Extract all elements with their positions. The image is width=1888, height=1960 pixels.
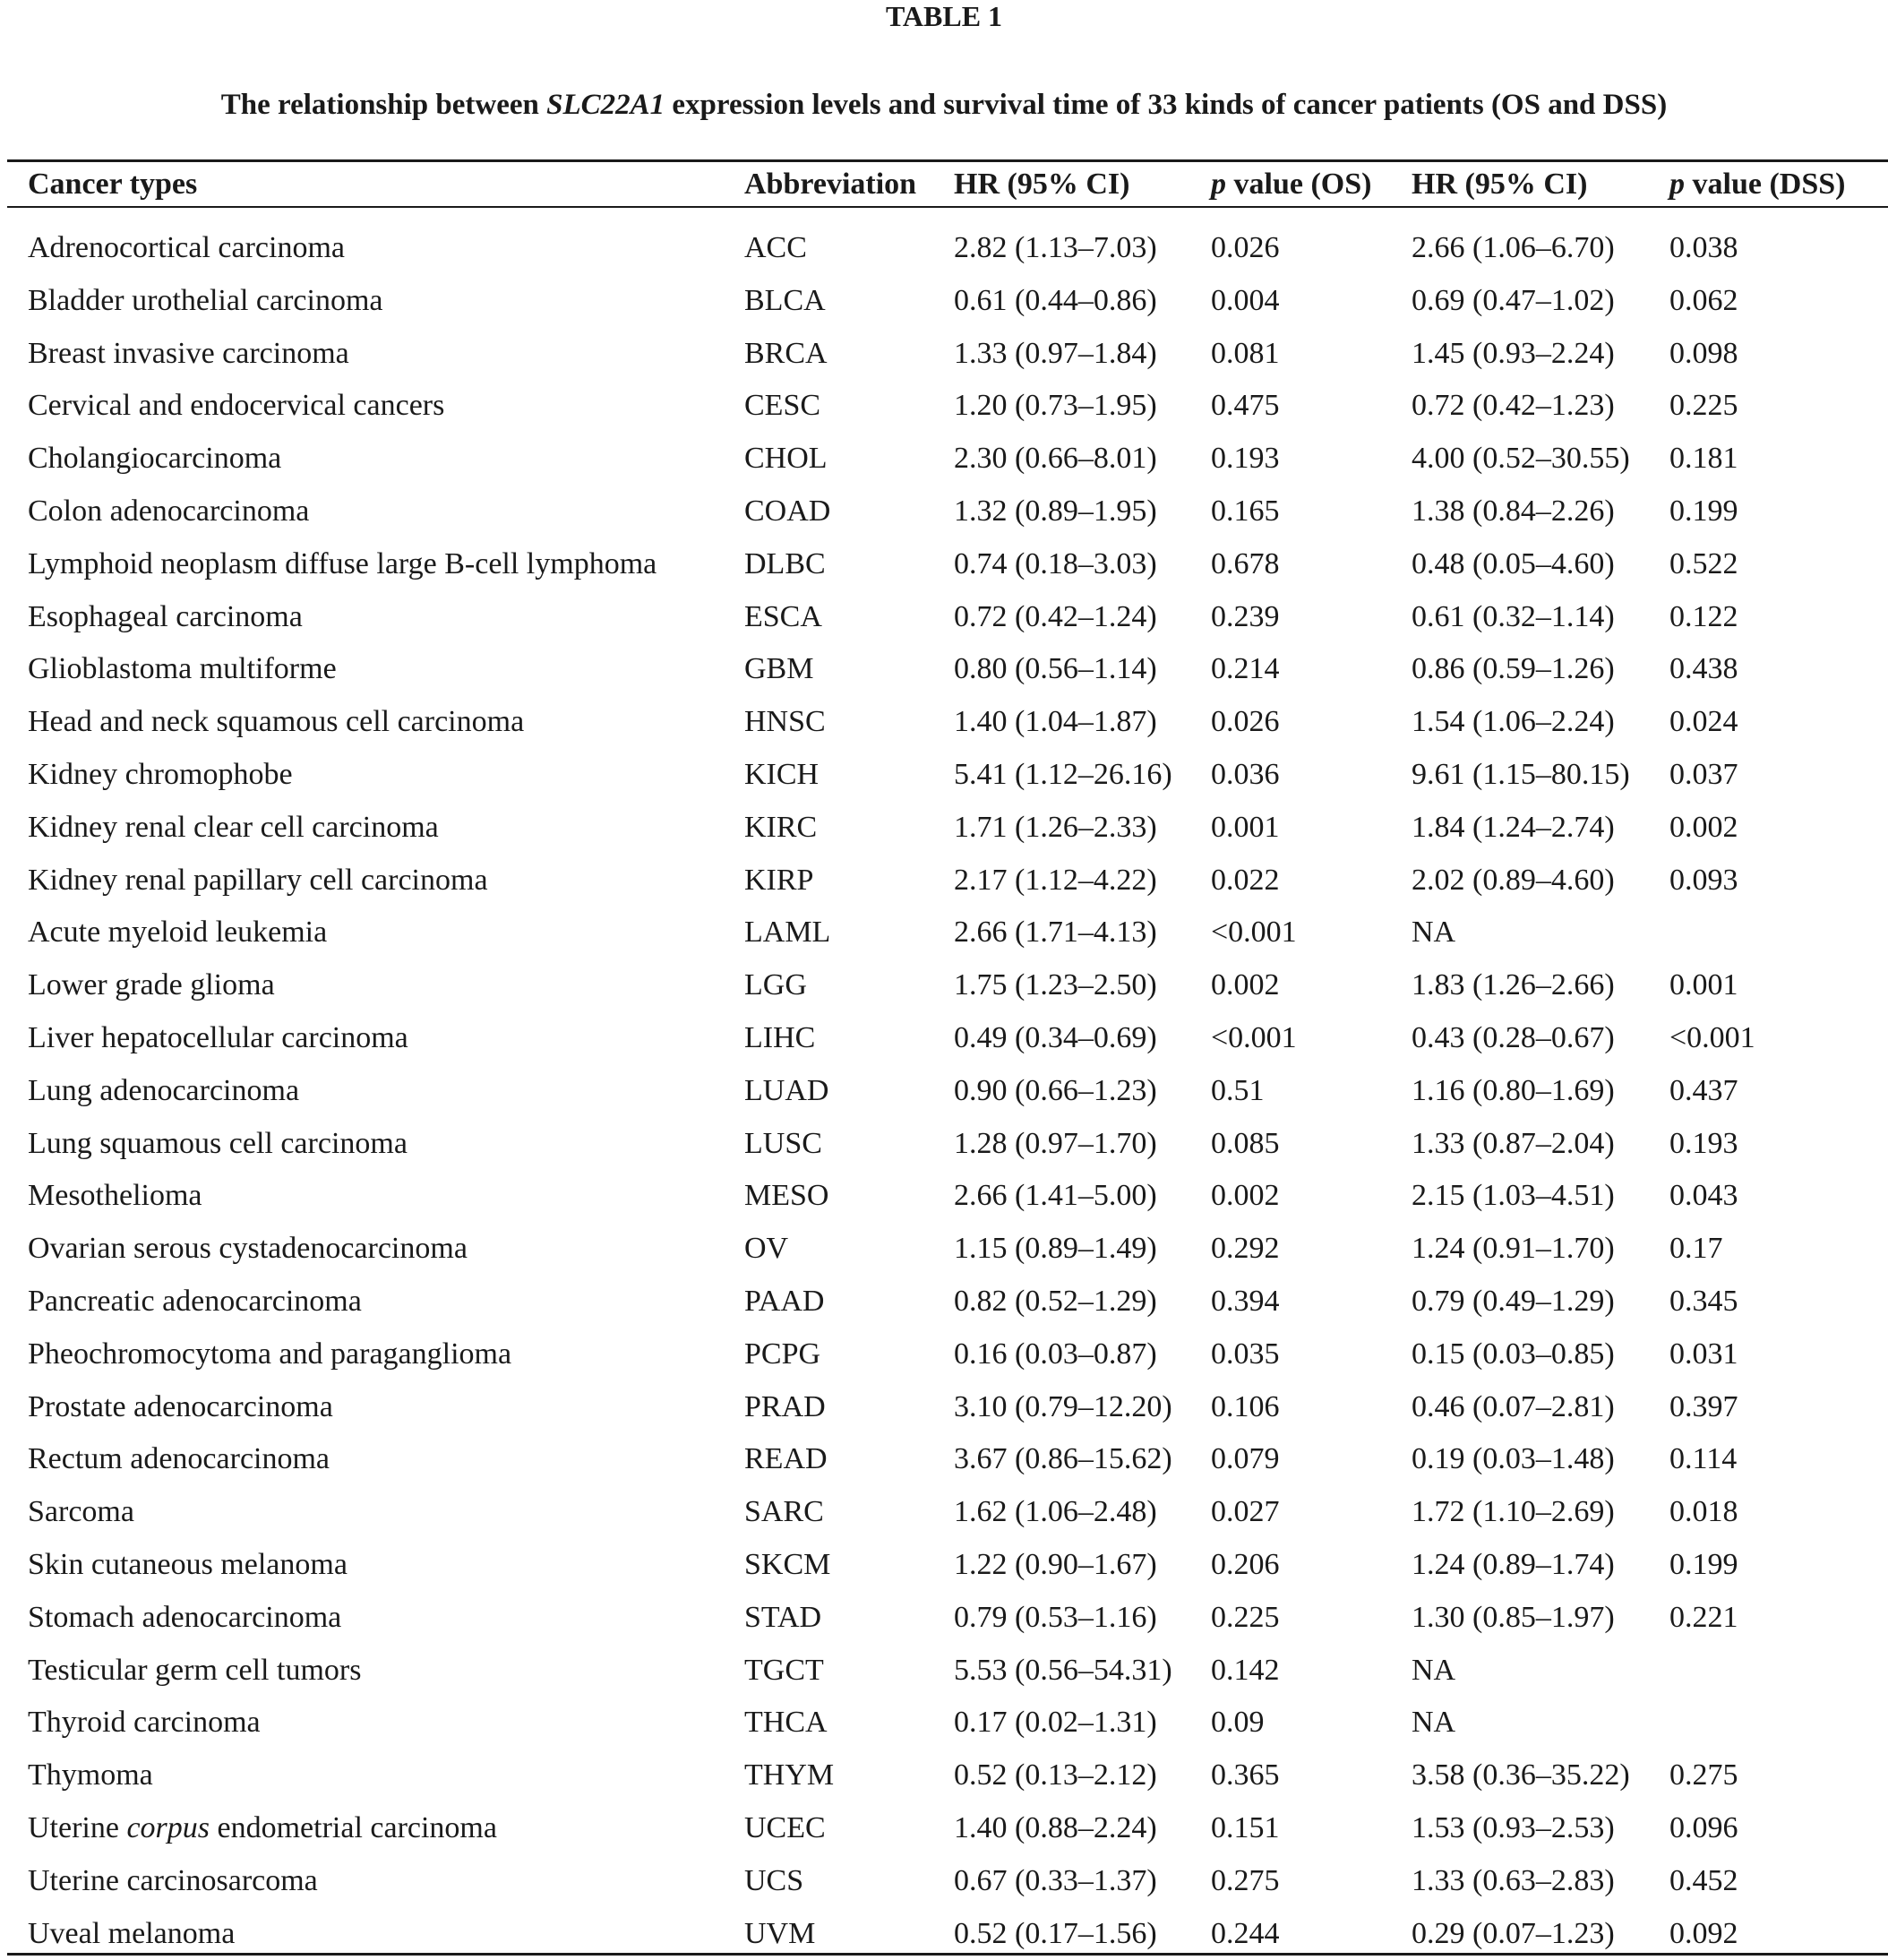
cell-p-value-os: 0.085 xyxy=(1211,1126,1280,1160)
cell-hr-dss: 1.24 (0.91–1.70) xyxy=(1412,1232,1615,1266)
cell-cancer-type: Acute myeloid leukemia xyxy=(28,916,328,950)
cell-hr-os: 0.52 (0.17–1.56) xyxy=(954,1916,1157,1950)
cell-p-value-os: 0.027 xyxy=(1211,1495,1280,1529)
cell-p-value-os: 0.106 xyxy=(1211,1389,1280,1423)
table-row xyxy=(0,643,1888,696)
cell-hr-os: 1.28 (0.97–1.70) xyxy=(954,1126,1157,1160)
cell-p-value-os: 0.142 xyxy=(1211,1653,1280,1687)
cell-p-value-os: 0.001 xyxy=(1211,810,1280,844)
cell-cancer-type: Head and neck squamous cell carcinoma xyxy=(28,705,525,739)
cell-cancer-type: Cervical and endocervical cancers xyxy=(28,389,445,423)
table-row xyxy=(0,1697,1888,1749)
cell-hr-dss: 4.00 (0.52–30.55) xyxy=(1412,442,1630,476)
cell-p-value-dss: 0.122 xyxy=(1669,599,1738,633)
cell-p-value-os: 0.026 xyxy=(1211,231,1280,264)
cell-hr-os: 1.40 (0.88–2.24) xyxy=(954,1810,1157,1844)
table-top-rule xyxy=(7,159,1888,162)
cell-abbreviation: PRAD xyxy=(744,1389,826,1423)
table-row xyxy=(0,1223,1888,1276)
cancer-name-part: endometrial carcinoma xyxy=(210,1810,497,1844)
table-row xyxy=(0,1433,1888,1486)
cell-cancer-type: Colon adenocarcinoma xyxy=(28,494,310,528)
cell-p-value-os: 0.002 xyxy=(1211,968,1280,1002)
cell-hr-os: 0.16 (0.03–0.87) xyxy=(954,1337,1157,1371)
cell-abbreviation: PCPG xyxy=(744,1337,821,1371)
cell-p-value-dss: 0.452 xyxy=(1669,1863,1738,1897)
cell-cancer-type: Skin cutaneous melanoma xyxy=(28,1547,348,1581)
cell-p-value-os: 0.239 xyxy=(1211,599,1280,633)
cell-p-value-os: 0.079 xyxy=(1211,1442,1280,1476)
cell-hr-os: 0.90 (0.66–1.23) xyxy=(954,1073,1157,1107)
table-row xyxy=(0,380,1888,433)
cell-cancer-type: Testicular germ cell tumors xyxy=(28,1653,362,1687)
cell-hr-os: 2.82 (1.13–7.03) xyxy=(954,231,1157,264)
cell-abbreviation: HNSC xyxy=(744,705,826,739)
cell-hr-dss: 0.15 (0.03–0.85) xyxy=(1412,1337,1615,1371)
table-row xyxy=(0,1170,1888,1223)
cell-p-value-dss: 0.199 xyxy=(1669,1547,1738,1581)
cell-p-value-os: 0.394 xyxy=(1211,1284,1280,1318)
cell-abbreviation: COAD xyxy=(744,494,831,528)
table-row xyxy=(0,1802,1888,1855)
cell-abbreviation: MESO xyxy=(744,1179,829,1213)
cell-hr-os: 0.82 (0.52–1.29) xyxy=(954,1284,1157,1318)
cell-cancer-type: Glioblastoma multiforme xyxy=(28,652,337,686)
cell-hr-dss: 1.72 (1.10–2.69) xyxy=(1412,1495,1615,1529)
cell-abbreviation: DLBC xyxy=(744,546,826,580)
cell-abbreviation: LIHC xyxy=(744,1020,816,1054)
cell-hr-os: 0.52 (0.13–2.12) xyxy=(954,1758,1157,1792)
table-row xyxy=(0,328,1888,381)
cell-cancer-type: Kidney renal clear cell carcinoma xyxy=(28,810,439,844)
cell-hr-dss: 0.79 (0.49–1.29) xyxy=(1412,1284,1615,1318)
cell-p-value-os: <0.001 xyxy=(1211,916,1297,950)
cell-hr-dss: NA xyxy=(1412,1653,1456,1687)
cell-abbreviation: CESC xyxy=(744,389,821,423)
table-row xyxy=(0,802,1888,855)
table-row xyxy=(0,1645,1888,1698)
cell-hr-dss: 1.30 (0.85–1.97) xyxy=(1412,1600,1615,1634)
cell-hr-dss: 1.16 (0.80–1.69) xyxy=(1412,1073,1615,1107)
cell-hr-os: 0.49 (0.34–0.69) xyxy=(954,1020,1157,1054)
cell-p-value-os: 0.678 xyxy=(1211,546,1280,580)
table-row xyxy=(0,1012,1888,1065)
cell-p-value-os: 0.151 xyxy=(1211,1810,1280,1844)
cell-p-value-os: 0.475 xyxy=(1211,389,1280,423)
cell-abbreviation: LUAD xyxy=(744,1073,829,1107)
cell-abbreviation: KIRC xyxy=(744,810,818,844)
cell-hr-os: 2.66 (1.71–4.13) xyxy=(954,916,1157,950)
cell-cancer-type xyxy=(28,1802,497,1855)
cell-cancer-type: Liver hepatocellular carcinoma xyxy=(28,1020,408,1054)
cell-abbreviation: SARC xyxy=(744,1495,824,1529)
cancer-name-italic: corpus xyxy=(126,1810,210,1844)
cell-abbreviation: KICH xyxy=(744,757,820,791)
cell-cancer-type: Kidney renal papillary cell carcinoma xyxy=(28,863,488,897)
table-body xyxy=(0,222,1888,1960)
cell-hr-os: 5.53 (0.56–54.31) xyxy=(954,1653,1172,1687)
table-row xyxy=(0,1328,1888,1381)
cell-p-value-dss: 0.17 xyxy=(1669,1232,1723,1266)
cell-hr-os: 2.30 (0.66–8.01) xyxy=(954,442,1157,476)
cell-hr-dss: 1.33 (0.63–2.83) xyxy=(1412,1863,1615,1897)
cell-abbreviation: LGG xyxy=(744,968,807,1002)
header-p-os-symbol: p xyxy=(1211,168,1226,201)
cell-p-value-os: 0.022 xyxy=(1211,863,1280,897)
cell-p-value-os: 0.51 xyxy=(1211,1073,1265,1107)
table-row xyxy=(0,696,1888,749)
table-row xyxy=(0,1486,1888,1539)
cell-p-value-dss: 0.098 xyxy=(1669,336,1738,370)
cell-hr-os: 1.15 (0.89–1.49) xyxy=(954,1232,1157,1266)
cell-abbreviation: UCS xyxy=(744,1863,804,1897)
cell-p-value-os: 0.193 xyxy=(1211,442,1280,476)
table-row xyxy=(0,1749,1888,1802)
cell-abbreviation: THYM xyxy=(744,1758,835,1792)
cell-abbreviation: ESCA xyxy=(744,599,822,633)
cell-cancer-type: Sarcoma xyxy=(28,1495,134,1529)
cell-p-value-dss: 0.221 xyxy=(1669,1600,1738,1634)
cell-abbreviation: TGCT xyxy=(744,1653,824,1687)
cell-hr-dss: 0.29 (0.07–1.23) xyxy=(1412,1916,1615,1950)
cell-hr-dss: 1.33 (0.87–2.04) xyxy=(1412,1126,1615,1160)
cell-p-value-os: 0.244 xyxy=(1211,1916,1280,1950)
table-header-rule xyxy=(7,206,1888,208)
cell-abbreviation: LUSC xyxy=(744,1126,822,1160)
cell-hr-dss: 3.58 (0.36–35.22) xyxy=(1412,1758,1630,1792)
cell-cancer-type: Uveal melanoma xyxy=(28,1916,236,1950)
cell-hr-os: 0.72 (0.42–1.24) xyxy=(954,599,1157,633)
cell-hr-os: 1.32 (0.89–1.95) xyxy=(954,494,1157,528)
table-row xyxy=(0,959,1888,1012)
cell-hr-dss: 0.69 (0.47–1.02) xyxy=(1412,283,1615,317)
table-header-row xyxy=(0,165,1888,204)
cell-cancer-type: Pancreatic adenocarcinoma xyxy=(28,1284,362,1318)
cell-hr-dss: 0.46 (0.07–2.81) xyxy=(1412,1389,1615,1423)
cell-p-value-os: 0.09 xyxy=(1211,1706,1265,1740)
cell-hr-os: 3.10 (0.79–12.20) xyxy=(954,1389,1172,1423)
cell-abbreviation: SKCM xyxy=(744,1547,831,1581)
cell-hr-dss: 2.66 (1.06–6.70) xyxy=(1412,231,1615,264)
cell-p-value-dss: 0.114 xyxy=(1669,1442,1738,1476)
cell-abbreviation: CHOL xyxy=(744,442,828,476)
table-row xyxy=(0,1276,1888,1328)
cell-abbreviation: LAML xyxy=(744,916,831,950)
cell-hr-dss: 2.02 (0.89–4.60) xyxy=(1412,863,1615,897)
cell-cancer-type: Prostate adenocarcinoma xyxy=(28,1389,333,1423)
cell-hr-os: 1.62 (1.06–2.48) xyxy=(954,1495,1157,1529)
cell-abbreviation: STAD xyxy=(744,1600,822,1634)
cell-cancer-type: Adrenocortical carcinoma xyxy=(28,231,345,264)
cell-abbreviation: UVM xyxy=(744,1916,816,1950)
cell-hr-os: 0.79 (0.53–1.16) xyxy=(954,1600,1157,1634)
cell-p-value-os: 0.165 xyxy=(1211,494,1280,528)
cell-p-value-dss: 0.001 xyxy=(1669,968,1738,1002)
cell-hr-os: 1.40 (1.04–1.87) xyxy=(954,705,1157,739)
table-row xyxy=(0,275,1888,328)
cell-p-value-dss: 0.093 xyxy=(1669,863,1738,897)
caption-suffix: expression levels and survival time of 33 kinds of cancer patients (OS and DSS) xyxy=(665,89,1668,121)
cell-p-value-os: 0.275 xyxy=(1211,1863,1280,1897)
cell-p-value-dss: 0.225 xyxy=(1669,389,1738,423)
cell-p-value-dss: 0.199 xyxy=(1669,494,1738,528)
cell-hr-dss: 0.86 (0.59–1.26) xyxy=(1412,652,1615,686)
cell-hr-os: 0.67 (0.33–1.37) xyxy=(954,1863,1157,1897)
table-bottom-rule xyxy=(7,1953,1888,1956)
cell-p-value-os: 0.214 xyxy=(1211,652,1280,686)
table-row xyxy=(0,1118,1888,1171)
cell-p-value-dss: 0.345 xyxy=(1669,1284,1738,1318)
cell-p-value-os: 0.002 xyxy=(1211,1179,1280,1213)
cell-p-value-dss: 0.193 xyxy=(1669,1126,1738,1160)
cell-abbreviation: OV xyxy=(744,1232,789,1266)
cell-p-value-dss: 0.037 xyxy=(1669,757,1738,791)
cell-p-value-dss: 0.092 xyxy=(1669,1916,1738,1950)
cell-p-value-os: 0.292 xyxy=(1211,1232,1280,1266)
cell-abbreviation: READ xyxy=(744,1442,828,1476)
cell-p-value-dss: 0.522 xyxy=(1669,546,1738,580)
cancer-name-part: Uterine xyxy=(28,1810,127,1844)
cell-p-value-os: 0.036 xyxy=(1211,757,1280,791)
cell-hr-os: 5.41 (1.12–26.16) xyxy=(954,757,1172,791)
cell-hr-dss: 1.53 (0.93–2.53) xyxy=(1412,1810,1615,1844)
cell-abbreviation: UCEC xyxy=(744,1810,826,1844)
header-hr-os: HR (95% CI) xyxy=(954,168,1130,201)
cell-cancer-type: Ovarian serous cystadenocarcinoma xyxy=(28,1232,468,1266)
cell-p-value-os: 0.026 xyxy=(1211,705,1280,739)
cell-p-value-os: 0.081 xyxy=(1211,336,1280,370)
cell-cancer-type: Bladder urothelial carcinoma xyxy=(28,283,383,317)
cell-hr-dss: 0.43 (0.28–0.67) xyxy=(1412,1020,1615,1054)
cell-cancer-type: Lower grade glioma xyxy=(28,968,275,1002)
cell-p-value-os: 0.225 xyxy=(1211,1600,1280,1634)
header-p-os-label: value (OS) xyxy=(1226,168,1372,201)
cell-p-value-dss: 0.062 xyxy=(1669,283,1738,317)
cell-hr-dss: 1.24 (0.89–1.74) xyxy=(1412,1547,1615,1581)
cell-hr-os: 1.20 (0.73–1.95) xyxy=(954,389,1157,423)
cell-p-value-dss: 0.096 xyxy=(1669,1810,1738,1844)
cell-p-value-dss: 0.043 xyxy=(1669,1179,1738,1213)
table-row xyxy=(0,855,1888,907)
cell-hr-dss: 1.45 (0.93–2.24) xyxy=(1412,336,1615,370)
header-hr-dss: HR (95% CI) xyxy=(1412,168,1588,201)
cell-p-value-dss: 0.275 xyxy=(1669,1758,1738,1792)
caption-prefix: The relationship between xyxy=(220,89,547,121)
cell-p-value-os: 0.004 xyxy=(1211,283,1280,317)
cell-cancer-type: Cholangiocarcinoma xyxy=(28,442,282,476)
header-p-dss-label: value (DSS) xyxy=(1685,168,1846,201)
table-row xyxy=(0,907,1888,959)
caption-gene: SLC22A1 xyxy=(546,89,665,121)
cell-p-value-dss: 0.438 xyxy=(1669,652,1738,686)
table-row xyxy=(0,591,1888,644)
cell-p-value-os: 0.035 xyxy=(1211,1337,1280,1371)
header-p-value-os xyxy=(1211,165,1371,204)
cell-hr-os: 0.80 (0.56–1.14) xyxy=(954,652,1157,686)
table-row xyxy=(0,1592,1888,1645)
cell-cancer-type: Kidney chromophobe xyxy=(28,757,293,791)
cell-abbreviation: BLCA xyxy=(744,283,826,317)
table-row xyxy=(0,1065,1888,1118)
header-abbreviation: Abbreviation xyxy=(744,168,917,201)
cell-cancer-type: Stomach adenocarcinoma xyxy=(28,1600,342,1634)
cell-p-value-os: 0.206 xyxy=(1211,1547,1280,1581)
table-row xyxy=(0,538,1888,591)
cell-p-value-dss: 0.024 xyxy=(1669,705,1738,739)
cell-hr-os: 0.17 (0.02–1.31) xyxy=(954,1706,1157,1740)
cell-p-value-dss: 0.038 xyxy=(1669,231,1738,264)
cell-hr-dss: NA xyxy=(1412,916,1456,950)
table-label: TABLE 1 xyxy=(885,0,1003,32)
cell-abbreviation: KIRP xyxy=(744,863,814,897)
header-p-dss-symbol: p xyxy=(1669,168,1685,201)
cell-hr-dss: 1.83 (1.26–2.66) xyxy=(1412,968,1615,1002)
cell-hr-dss: 0.61 (0.32–1.14) xyxy=(1412,599,1615,633)
table-row xyxy=(0,749,1888,802)
cell-hr-os: 2.66 (1.41–5.00) xyxy=(954,1179,1157,1213)
cell-hr-os: 3.67 (0.86–15.62) xyxy=(954,1442,1172,1476)
table-row xyxy=(0,222,1888,275)
cell-cancer-type: Thyroid carcinoma xyxy=(28,1706,261,1740)
cell-abbreviation: GBM xyxy=(744,652,814,686)
cell-p-value-dss: 0.437 xyxy=(1669,1073,1738,1107)
cell-p-value-dss: <0.001 xyxy=(1669,1020,1755,1054)
cell-hr-dss: 0.48 (0.05–4.60) xyxy=(1412,546,1615,580)
cell-p-value-os: <0.001 xyxy=(1211,1020,1297,1054)
cell-hr-dss: 0.19 (0.03–1.48) xyxy=(1412,1442,1615,1476)
cell-cancer-type: Breast invasive carcinoma xyxy=(28,336,349,370)
cell-hr-dss: 1.54 (1.06–2.24) xyxy=(1412,705,1615,739)
cell-cancer-type: Lung adenocarcinoma xyxy=(28,1073,300,1107)
cell-p-value-dss: 0.002 xyxy=(1669,810,1738,844)
cell-hr-os: 0.74 (0.18–3.03) xyxy=(954,546,1157,580)
table-row xyxy=(0,1855,1888,1908)
table-row xyxy=(0,1539,1888,1592)
cell-hr-dss: 9.61 (1.15–80.15) xyxy=(1412,757,1630,791)
cell-hr-os: 1.75 (1.23–2.50) xyxy=(954,968,1157,1002)
table-row xyxy=(0,486,1888,538)
table-row xyxy=(0,433,1888,486)
cell-p-value-dss: 0.397 xyxy=(1669,1389,1738,1423)
cell-hr-dss: 0.72 (0.42–1.23) xyxy=(1412,389,1615,423)
cell-cancer-type: Esophageal carcinoma xyxy=(28,599,303,633)
cell-hr-dss: 2.15 (1.03–4.51) xyxy=(1412,1179,1615,1213)
cell-cancer-type: Lymphoid neoplasm diffuse large B-cell lymphoma xyxy=(28,546,657,580)
cell-hr-os: 1.71 (1.26–2.33) xyxy=(954,810,1157,844)
cell-hr-os: 1.33 (0.97–1.84) xyxy=(954,336,1157,370)
cell-hr-dss: 1.38 (0.84–2.26) xyxy=(1412,494,1615,528)
cell-cancer-type: Lung squamous cell carcinoma xyxy=(28,1126,408,1160)
table-caption xyxy=(0,86,1888,124)
cell-abbreviation: ACC xyxy=(744,231,807,264)
header-p-value-dss xyxy=(1669,165,1845,204)
cell-hr-os: 0.61 (0.44–0.86) xyxy=(954,283,1157,317)
cell-cancer-type: Pheochromocytoma and paraganglioma xyxy=(28,1337,512,1371)
cell-p-value-os: 0.365 xyxy=(1211,1758,1280,1792)
cell-hr-dss: 1.84 (1.24–2.74) xyxy=(1412,810,1615,844)
cell-hr-os: 1.22 (0.90–1.67) xyxy=(954,1547,1157,1581)
cell-abbreviation: PAAD xyxy=(744,1284,825,1318)
table-row xyxy=(0,1381,1888,1434)
cell-p-value-dss: 0.031 xyxy=(1669,1337,1738,1371)
cell-cancer-type: Thymoma xyxy=(28,1758,153,1792)
cell-cancer-type: Mesothelioma xyxy=(28,1179,202,1213)
cell-hr-os: 2.17 (1.12–4.22) xyxy=(954,863,1157,897)
cell-abbreviation: THCA xyxy=(744,1706,828,1740)
cell-abbreviation: BRCA xyxy=(744,336,828,370)
cell-cancer-type: Rectum adenocarcinoma xyxy=(28,1442,330,1476)
cell-p-value-dss: 0.181 xyxy=(1669,442,1738,476)
cell-hr-dss: NA xyxy=(1412,1706,1456,1740)
header-cancer-types: Cancer types xyxy=(28,168,198,201)
cell-cancer-type: Uterine carcinosarcoma xyxy=(28,1863,318,1897)
cell-p-value-dss: 0.018 xyxy=(1669,1495,1738,1529)
